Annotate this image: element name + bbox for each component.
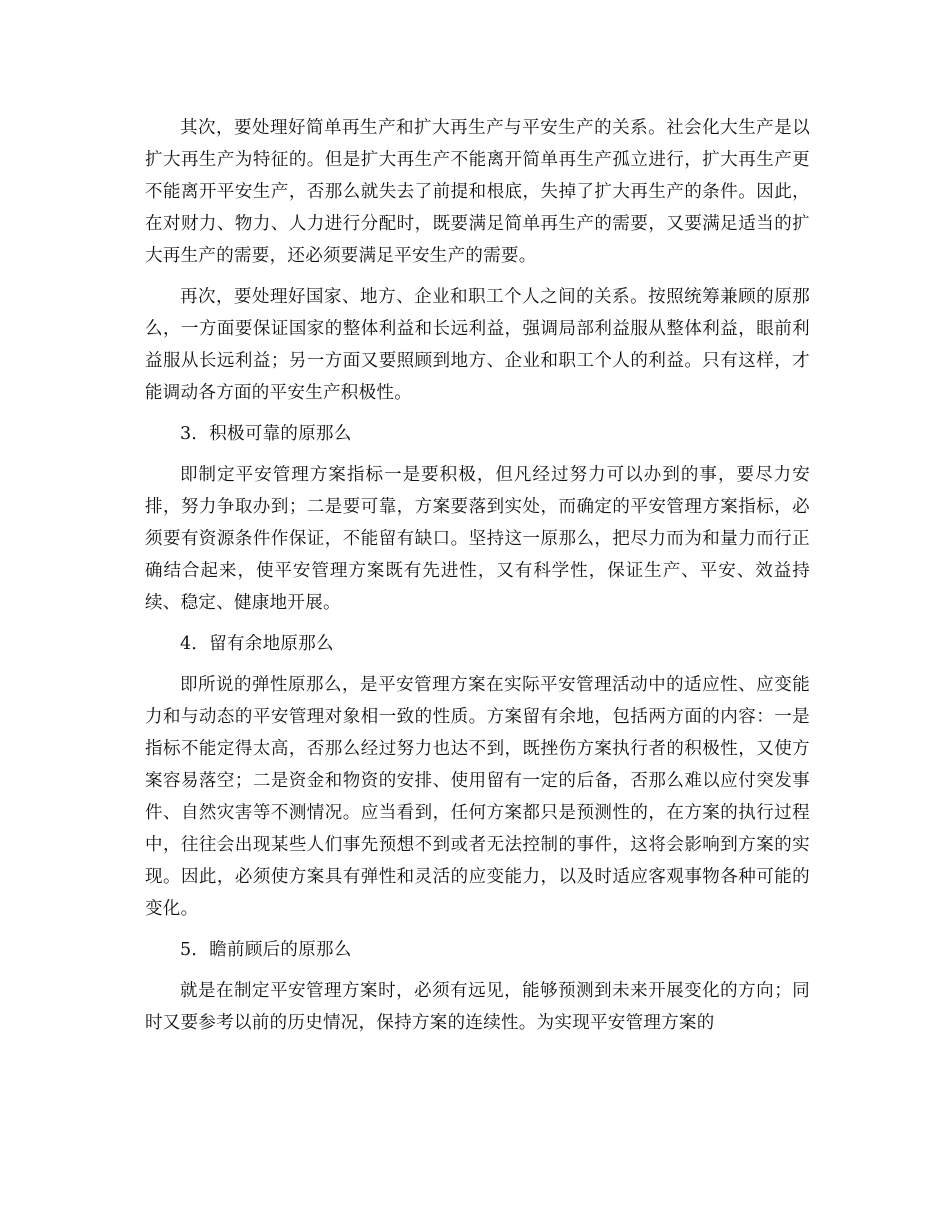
paragraph-foresight: 就是在制定平安管理方案时，必须有远见，能够预测到未来开展变化的方向；同时又要参考以前的历史情况，保持方案的连续性。为实现平安管理方案的: [145, 981, 810, 1033]
paragraph-simple-expanded-reproduction: 其次，要处理好简单再生产和扩大再生产与平安生产的关系。社会化大生产是以扩大再生产为特征的。但是扩大再生产不能离开简单再生产孤立进行，扩大再生产更不能离开平安生产，否那么就失去了前提和根底，失掉了扩大再生产的条件。因此，在对财力、物力、人力进行分配时，既要满足简单再生产的需要，又要满足适当的扩大再生产的需要，还必须要满足平安生产的需要。: [145, 118, 810, 266]
paragraph-flexibility: 即所说的弹性原那么，是平安管理方案在实际平安管理活动中的适应性、应变能力和与动态的平安管理对象相一致的性质。方案留有余地，包括两方面的内容：一是指标不能定得太高，否那么经过努力也达不到，既挫伤方案执行者的积极性，又使方案容易落空；二是资金和物资的安排、使用留有一定的后备，否那么难以应付突发事件、自然灾害等不测情况。应当看到，任何方案都只是预测性的，在方案的执行过程中，往往会出现某些人们事先预想不到或者无法控制的事件，这将会影响到方案的实现。因此，必须使方案具有弹性和灵活的应变能力，以及时适应客观事物各种可能的变化。: [145, 675, 810, 919]
paragraph-state-local-enterprise: 再次，要处理好国家、地方、企业和职工个人之间的关系。按照统筹兼顾的原那么，一方面要保证国家的整体利益和长远利益，强调局部利益服从整体利益，眼前利益服从长远利益；另一方面又要照顾到地方、企业和职工个人的利益。只有这样，才能调动各方面的平安生产积极性。: [145, 287, 810, 403]
section-heading-5: 5．瞻前顾后的原那么: [180, 940, 352, 960]
section-heading-3: 3．积极可靠的原那么: [180, 424, 352, 444]
section-heading-4: 4．留有余地原那么: [180, 634, 334, 654]
paragraph-positive-reliable: 即制定平安管理方案指标一是要积极，但凡经过努力可以办到的事，要尽力安排，努力争取办到；二是要可靠，方案要落到实处，而确定的平安管理方案指标，必须要有资源条件作保证，不能留有缺口。坚持这一原那么，把尽力而为和量力而行正确结合起来，使平安管理方案既有先进性，又有科学性，保证生产、平安、效益持续、稳定、健康地开展。: [145, 465, 810, 613]
